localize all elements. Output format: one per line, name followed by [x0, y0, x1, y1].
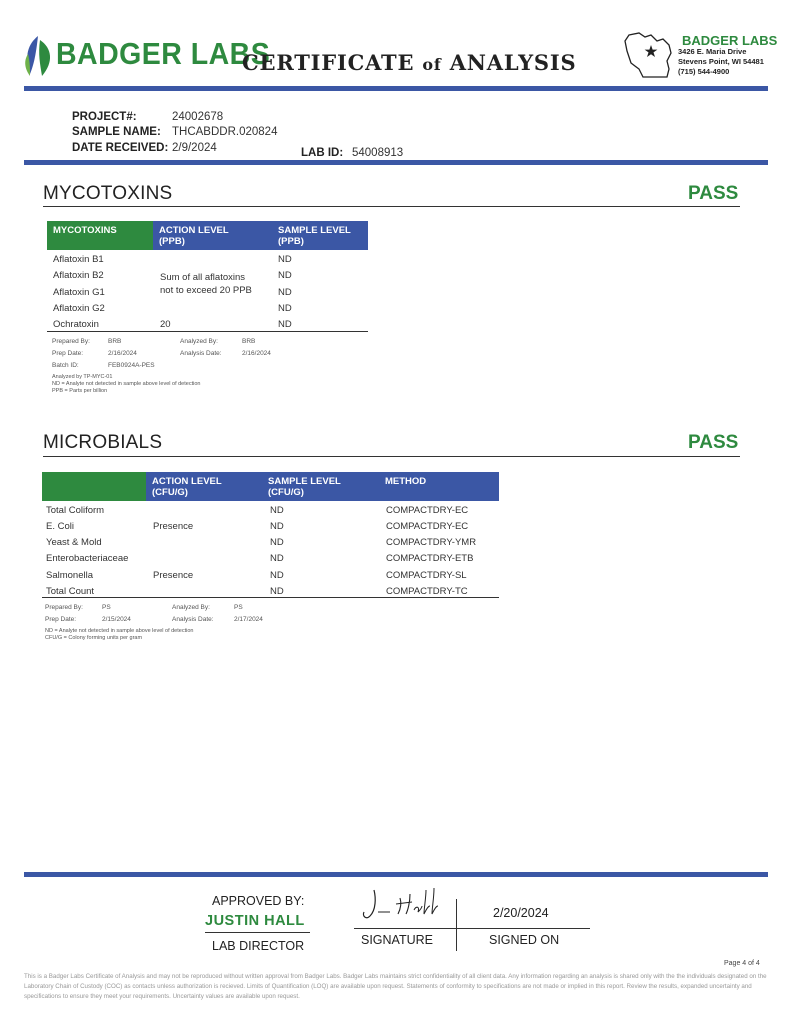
myco-row-name: Ochratoxin — [53, 319, 99, 330]
micro-analysis-date: 2/17/2024 — [234, 616, 263, 623]
signature-label: SIGNATURE — [361, 933, 433, 947]
micro-row-name: E. Coli — [46, 521, 74, 532]
micro-row-action-level: Presence — [153, 570, 194, 581]
myco-analyzed-by: BRB — [242, 338, 256, 345]
micro-row-sample-level: ND — [270, 505, 284, 516]
myco-note-nd: ND = Analyte not detected in sample above level of detection — [52, 381, 201, 387]
project-value: 24002678 — [172, 111, 224, 123]
aflatoxin-action-level: Sum of all aflatoxins — [160, 272, 246, 283]
lab-name: BADGER LABS — [682, 33, 778, 48]
lab-id-value: 54008913 — [352, 147, 404, 159]
ochratoxin-action-level: 20 — [160, 319, 171, 330]
micro-analyzed-by: PS — [234, 604, 243, 611]
footer-divider — [24, 872, 768, 877]
date-received-value: 2/9/2024 — [172, 142, 217, 154]
micro-row-sample-level: ND — [270, 553, 284, 564]
approved-by-label: APPROVED BY: — [212, 894, 305, 908]
micro-row-method: COMPACTDRY-TC — [386, 586, 468, 597]
title-of: of — [422, 55, 442, 74]
microbials-section-rule — [43, 456, 740, 457]
micro-prepared-by-label: Prepared By: — [45, 604, 83, 611]
micro-row-name: Yeast & Mold — [46, 537, 102, 548]
microbials-section-title: MICROBIALS — [43, 432, 163, 453]
myco-analysis-date-label: Analysis Date: — [180, 350, 222, 357]
micro-row-sample-level: ND — [270, 570, 284, 581]
document-title — [242, 50, 576, 75]
micro-prepared-by: PS — [102, 604, 111, 611]
info-divider — [24, 160, 768, 165]
myco-batch-id-label: Batch ID: — [52, 362, 79, 369]
myco-prep-date-label: Prep Date: — [52, 350, 84, 357]
signature-separator — [456, 899, 457, 951]
micro-analysis-date-label: Analysis Date: — [172, 616, 214, 623]
mycotoxins-result-badge: PASS — [688, 183, 739, 204]
wisconsin-map-icon — [621, 27, 679, 81]
micro-header-method: METHOD — [379, 472, 499, 501]
micro-row-method: COMPACTDRY-EC — [386, 521, 469, 532]
myco-row-level: ND — [278, 254, 292, 265]
myco-header-analyte: MYCOTOXINS — [47, 221, 153, 250]
micro-prep-date-label: Prep Date: — [45, 616, 77, 623]
myco-row-level: ND — [278, 270, 292, 281]
approver-name: JUSTIN HALL — [205, 913, 305, 929]
micro-row-name: Total Coliform — [46, 505, 105, 516]
myco-note-method: Analyzed by TP-MYC-01 — [52, 374, 113, 380]
micro-header-action-level: ACTION LEVEL (CFU/G) — [146, 472, 262, 501]
mycotoxins-section-title: MYCOTOXINS — [43, 183, 173, 204]
myco-row-level: ND — [278, 319, 292, 330]
signed-on-label: SIGNED ON — [489, 933, 560, 947]
micro-note-cfu: CFU/G = Colony forming units per gram — [45, 635, 143, 641]
signature-line — [354, 928, 590, 929]
micro-row-sample-level: ND — [270, 521, 284, 532]
myco-row-level: ND — [278, 303, 292, 314]
micro-header-analyte — [42, 472, 146, 501]
micro-row-action-level: Presence — [153, 521, 194, 532]
mycotoxins-section-rule — [43, 206, 740, 207]
micro-row-name: Total Count — [46, 586, 95, 597]
micro-row-sample-level: ND — [270, 586, 284, 597]
handwritten-signature-icon — [360, 884, 450, 924]
logo-wordmark: BADGER LABS — [56, 36, 271, 71]
micro-row-name: Salmonella — [46, 570, 93, 581]
micro-header-sample-level: SAMPLE LEVEL (CFU/G) — [262, 472, 379, 501]
micro-row-method: COMPACTDRY-EC — [386, 505, 469, 516]
myco-row-name: Aflatoxin G1 — [53, 287, 105, 298]
micro-row-sample-level: ND — [270, 537, 284, 548]
title-main: CERTIFICATE — [242, 50, 415, 75]
approver-underline — [205, 932, 310, 933]
header-divider — [24, 86, 768, 91]
lab-id-label: LAB ID: — [301, 147, 344, 159]
micro-table-bottom-rule — [42, 597, 499, 598]
myco-row-name: Aflatoxin B2 — [53, 270, 104, 281]
sample-name-value: THCABDDR.020824 — [172, 126, 278, 138]
micro-analyzed-by-label: Analyzed By: — [172, 604, 210, 611]
micro-row-method: COMPACTDRY-ETB — [386, 553, 474, 564]
aflatoxin-action-level-2: not to exceed 20 PPB — [160, 285, 252, 296]
page-number: Page 4 of 4 — [724, 960, 760, 967]
myco-batch-id: FEB0924A-PES — [108, 362, 155, 369]
micro-row-name: Enterobacteriaceae — [46, 553, 129, 564]
title-end: ANALYSIS — [449, 50, 577, 75]
micro-row-method: COMPACTDRY-SL — [386, 570, 467, 581]
myco-table-bottom-rule — [47, 331, 368, 332]
micro-note-nd: ND = Analyte not detected in sample above level of detection — [45, 628, 194, 634]
myco-prepared-by-label: Prepared By: — [52, 338, 90, 345]
myco-row-name: Aflatoxin G2 — [53, 303, 105, 314]
myco-analyzed-by-label: Analyzed By: — [180, 338, 218, 345]
myco-header-action-level: ACTION LEVEL (PPB) — [153, 221, 272, 250]
myco-prep-date: 2/16/2024 — [108, 350, 137, 357]
myco-row-level: ND — [278, 287, 292, 298]
myco-row-name: Aflatoxin B1 — [53, 254, 104, 265]
date-received-label: DATE RECEIVED: — [72, 142, 169, 154]
lab-address: 3426 E. Maria Drive Stevens Point, WI 54481 (715) 544-4900 — [678, 47, 764, 76]
approver-role: LAB DIRECTOR — [212, 939, 305, 953]
legal-disclaimer: This is a Badger Labs Certificate of Analysis and may not be reproduced without written approval from Badger Labs. Badger Labs maintains strict confidentiality of all client data. Any information regarding an analysis is shared only with the the individuals designated on the Laboratory Chain of Custody (COC) as contacts unless authorization is recieved. Limits of Quantification (LOQ) are available upon request. Statements of conformity to specifications are not made or implied in this report. Review the results, expanded uncertainty and specifications to ensure they meet your requirements. Uncertainty values are available upon request. — [24, 973, 767, 1000]
badger-labs-leaf-logo-icon — [22, 34, 54, 78]
signed-date: 2/20/2024 — [493, 906, 549, 920]
myco-note-ppb: PPB = Parts per billion — [52, 388, 108, 394]
micro-prep-date: 2/15/2024 — [102, 616, 131, 623]
micro-row-method: COMPACTDRY-YMR — [386, 537, 477, 548]
microbials-result-badge: PASS — [688, 432, 739, 453]
project-label: PROJECT#: — [72, 111, 137, 123]
myco-header-sample-level: SAMPLE LEVEL (PPB) — [272, 221, 368, 250]
myco-analysis-date: 2/16/2024 — [242, 350, 271, 357]
myco-prepared-by: BRB — [108, 338, 122, 345]
sample-name-label: SAMPLE NAME: — [72, 126, 161, 138]
